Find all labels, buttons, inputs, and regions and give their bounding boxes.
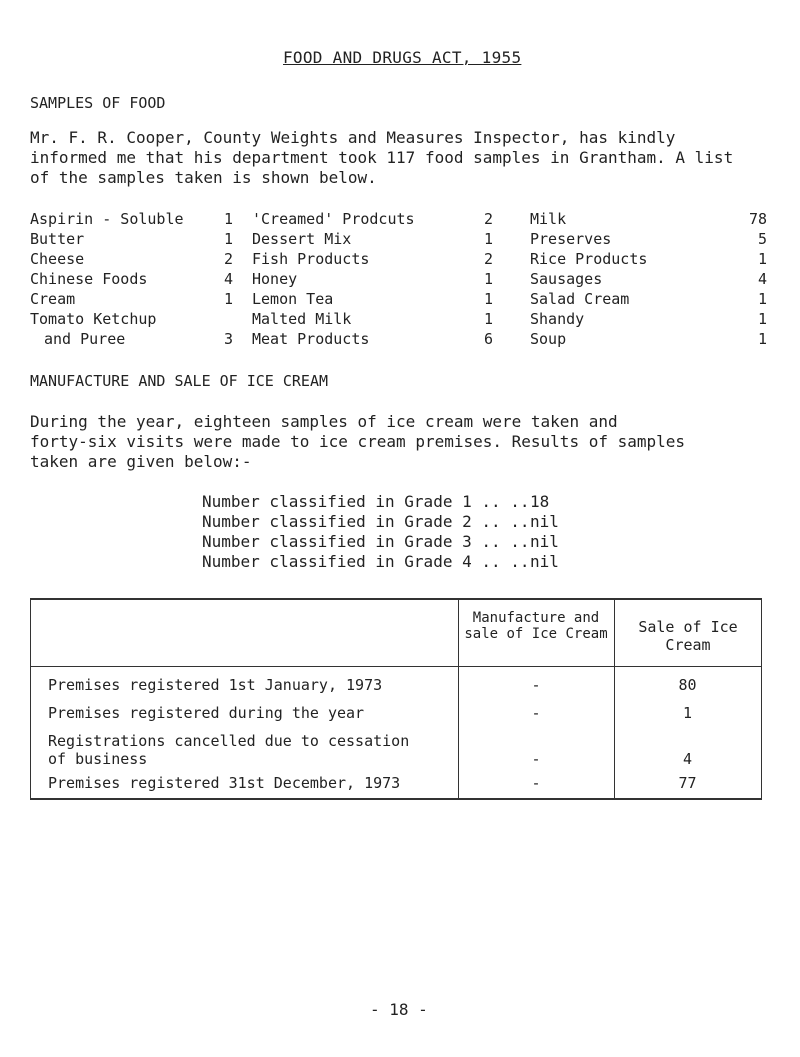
table-cell-manufacture: - [531, 750, 541, 768]
ice-cream-paragraph-line-2: forty-six visits were made to ice cream premises. Results of samples [30, 432, 686, 451]
table-cell-manufacture: - [531, 704, 541, 722]
sample-count: 2 [483, 210, 493, 228]
sample-count: 1 [757, 290, 767, 308]
samples-paragraph-line-1: Mr. F. R. Cooper, County Weights and Measures Inspector, has kindly [30, 128, 676, 147]
grade-label: Number classified in Grade 1 .. .. [202, 492, 530, 511]
section-heading-ice-cream: MANUFACTURE AND SALE OF ICE CREAM [30, 372, 329, 390]
sample-count: 6 [483, 330, 493, 348]
sample-count: 3 [223, 330, 233, 348]
sample-name: Salad Cream [530, 290, 630, 308]
grade-value: nil [530, 532, 559, 551]
table-row-label: Premises registered 31st December, 1973 [48, 774, 401, 792]
sample-name: Shandy [530, 310, 585, 328]
sample-name: and Puree [44, 330, 126, 348]
sample-name: Preserves [530, 230, 612, 248]
sample-name: Tomato Ketchup [30, 310, 157, 328]
grade-value: 18 [530, 492, 550, 511]
document-title: FOOD AND DRUGS ACT, 1955 [283, 48, 522, 67]
sample-name: Fish Products [252, 250, 370, 268]
grade-value: nil [530, 552, 559, 571]
sample-name: Lemon Tea [252, 290, 334, 308]
sample-name: Dessert Mix [252, 230, 352, 248]
sample-count: 78 [748, 210, 767, 228]
grade-value: nil [530, 512, 559, 531]
sample-count: 2 [483, 250, 493, 268]
table-cell-sale: 4 [682, 750, 693, 768]
sample-count: 1 [757, 250, 767, 268]
sample-count: 1 [223, 290, 233, 308]
table-row-label: Registrations cancelled due to cessation [48, 732, 410, 750]
table-cell-sale: 1 [682, 704, 693, 722]
sample-count: 1 [483, 270, 493, 288]
table-header-rule [30, 666, 762, 667]
grade-label: Number classified in Grade 4 .. .. [202, 552, 530, 571]
sample-count: 4 [757, 270, 767, 288]
table-cell-sale: 80 [678, 676, 697, 694]
samples-paragraph-line-3: of the samples taken is shown below. [30, 168, 377, 187]
table-header-manufacture: Manufacture and sale of Ice Cream [464, 610, 608, 642]
sample-name: Rice Products [530, 250, 648, 268]
table-cell-manufacture: - [531, 774, 541, 792]
sample-count: 1 [483, 290, 493, 308]
sample-name: Cream [30, 290, 76, 308]
table-row-label-continued: of business [48, 750, 148, 768]
table-row-label: Premises registered 1st January, 1973 [48, 676, 383, 694]
sample-count: 1 [483, 310, 493, 328]
sample-name: Meat Products [252, 330, 370, 348]
sample-name: Cheese [30, 250, 85, 268]
ice-cream-registration-table [30, 598, 762, 800]
sample-count: 1 [757, 330, 767, 348]
sample-name: Chinese Foods [30, 270, 148, 288]
sample-count: 1 [223, 210, 233, 228]
table-cell-manufacture: - [531, 676, 541, 694]
table-row-label: Premises registered during the year [48, 704, 365, 722]
sample-count: 1 [483, 230, 493, 248]
sample-name: Butter [30, 230, 85, 248]
sample-name: Milk [530, 210, 567, 228]
table-cell-sale: 77 [678, 774, 697, 792]
sample-name: Malted Milk [252, 310, 352, 328]
table-left-border [30, 600, 31, 798]
section-heading-samples: SAMPLES OF FOOD [30, 94, 166, 112]
sample-name: 'Creamed' Prodcuts [252, 210, 415, 228]
page-number: - 18 - [370, 1000, 428, 1019]
sample-count: 1 [223, 230, 233, 248]
table-divider-2 [614, 600, 615, 798]
sample-name: Sausages [530, 270, 603, 288]
sample-name: Honey [252, 270, 298, 288]
samples-paragraph-line-2: informed me that his department took 117 food samples in Grantham. A list [30, 148, 734, 167]
grade-label: Number classified in Grade 2 .. .. [202, 512, 530, 531]
sample-name: Aspirin - Soluble [30, 210, 184, 228]
ice-cream-paragraph-line-3: taken are given below:- [30, 452, 252, 471]
sample-count: 2 [223, 250, 233, 268]
sample-count: 5 [757, 230, 767, 248]
sample-count: 1 [757, 310, 767, 328]
table-right-border [761, 600, 762, 798]
grade-label: Number classified in Grade 3 .. .. [202, 532, 530, 551]
sample-name: Soup [530, 330, 567, 348]
ice-cream-paragraph-line-1: During the year, eighteen samples of ice cream were taken and [30, 412, 618, 431]
sample-count: 4 [223, 270, 233, 288]
table-header-sale: Sale of Ice Cream [638, 618, 738, 654]
